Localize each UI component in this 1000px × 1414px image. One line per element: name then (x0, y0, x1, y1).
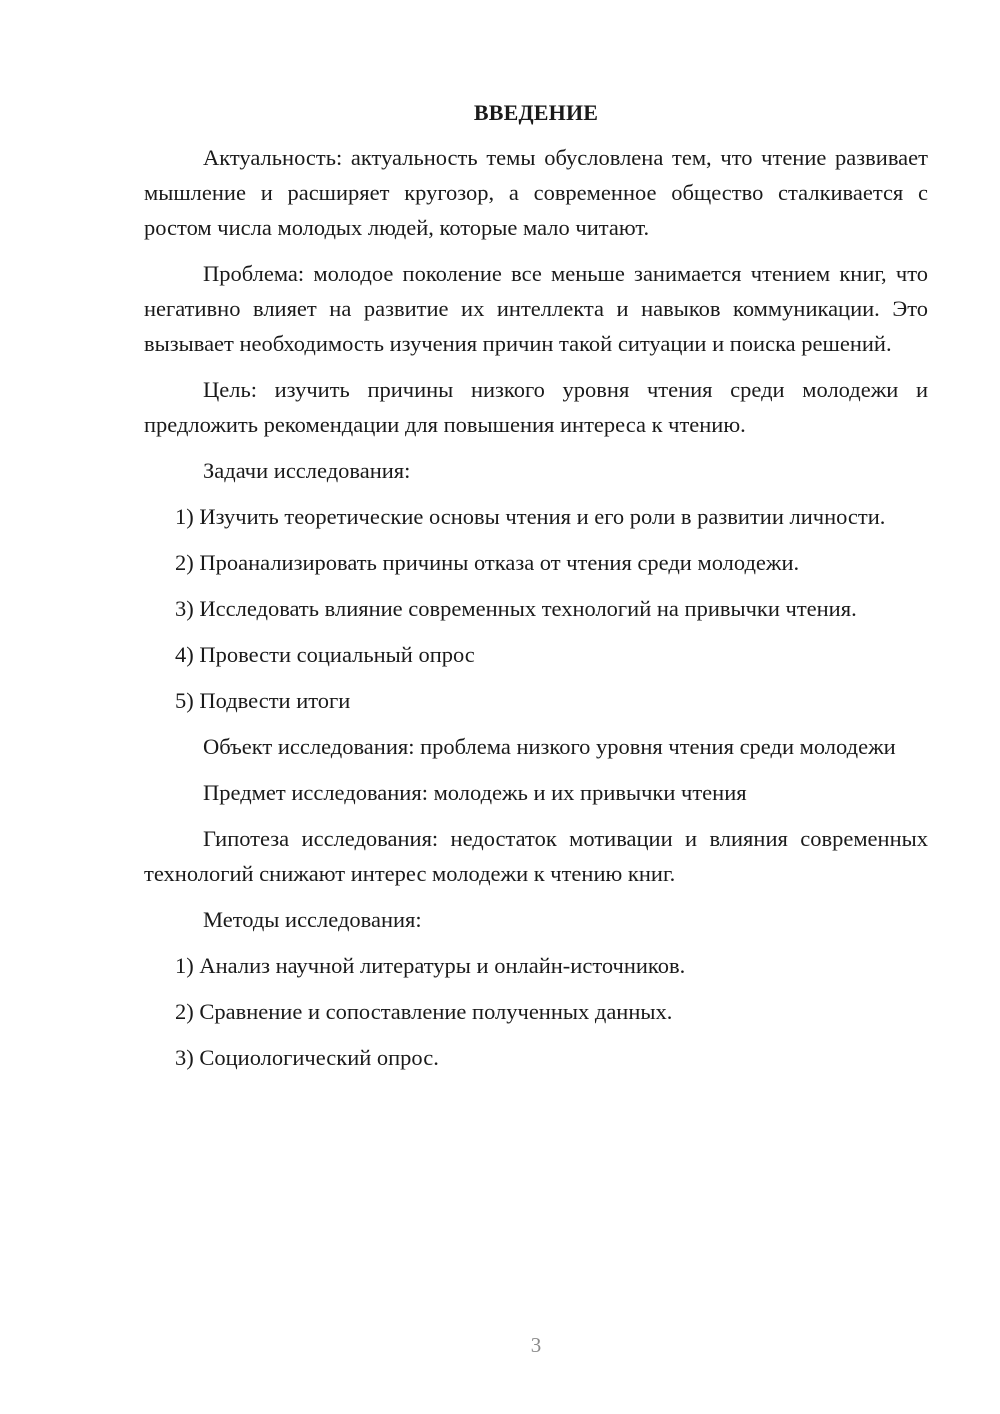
goal-paragraph: Цель: изучить причины низкого уровня чтения среди молодежи и предложить рекомендации для повышения интереса к чтению. (144, 377, 928, 437)
relevance-paragraph: Актуальность: актуальность темы обусловлена тем, что чтение развивает мышление и расширяет кругозор, а современное общество сталкивается с ростом числа молодых людей, которые мало читают. (144, 145, 928, 240)
task-item: 5) Подвести итоги (175, 688, 351, 713)
task-item: 2) Проанализировать причины отказа от чтения среди молодежи. (175, 550, 800, 575)
tasks-heading: Задачи исследования: (203, 458, 411, 483)
methods-heading: Методы исследования: (203, 907, 422, 932)
method-item: 2) Сравнение и сопоставление полученных данных. (175, 999, 673, 1024)
object-paragraph: Объект исследования: проблема низкого уровня чтения среди молодежи (203, 734, 896, 759)
problem-paragraph: Проблема: молодое поколение все меньше занимается чтением книг, что негативно влияет на развитие их интеллекта и навыков коммуникации. Это вызывает необходимость изучения причин такой ситуации и поиска решений. (144, 261, 928, 356)
task-item: 4) Провести социальный опрос (175, 642, 475, 667)
section-title: ВВЕДЕНИЕ (473, 100, 599, 125)
document-page (144, 95, 928, 1086)
subject-paragraph: Предмет исследования: молодежь и их привычки чтения (203, 780, 747, 805)
task-item: 1) Изучить теоретические основы чтения и его роли в развитии личности. (175, 504, 886, 529)
page-number: 3 (530, 1333, 542, 1357)
hypothesis-paragraph: Гипотеза исследования: недостаток мотивации и влияния современных технологий снижают интерес молодежи к чтению книг. (144, 826, 928, 886)
task-item: 3) Исследовать влияние современных технологий на привычки чтения. (175, 596, 857, 621)
method-item: 3) Социологический опрос. (175, 1045, 439, 1070)
method-item: 1) Анализ научной литературы и онлайн-источников. (175, 953, 686, 978)
